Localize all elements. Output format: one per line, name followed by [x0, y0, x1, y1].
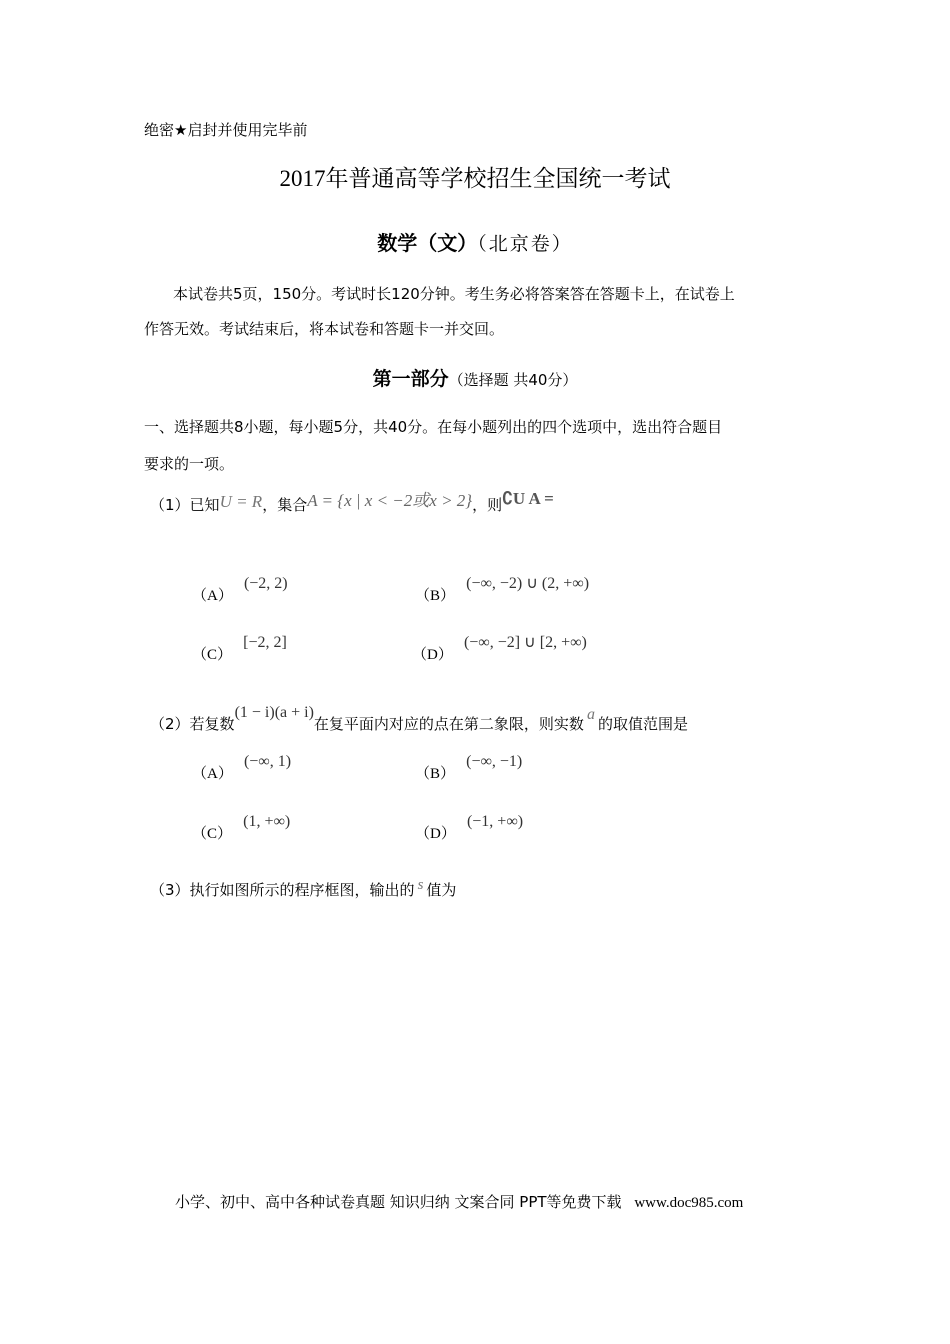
section-instruction-1: 一、选择题共8小题，每小题5分，共40分。在每小题列出的四个选项中，选出符合题目	[144, 418, 723, 436]
question-text: 已知	[189, 496, 220, 514]
math-expression: A = {x | x < −2或x > 2}	[307, 491, 473, 510]
question-text: 执行如图所示的程序框图，输出的	[189, 881, 415, 899]
intro-line-1: 本试卷共5页，150分。考试时长120分钟。考生务必将答案答在答题卡上，在试卷上	[173, 285, 735, 303]
part-title: 第一部分	[372, 368, 449, 390]
footer-ad-text: 小学、初中、高中各种试卷真题 知识归纳 文案合同 PPT等免费下载	[175, 1193, 622, 1211]
option-label: （C）	[192, 826, 233, 842]
option-label: （A）	[192, 766, 233, 782]
option-value: (1, +∞)	[243, 813, 291, 830]
option-value: (−∞, −2) ∪ (2, +∞)	[466, 575, 590, 592]
option-label: （B）	[415, 588, 456, 604]
question-text: ，则	[472, 496, 503, 514]
q1-option-a	[192, 575, 288, 605]
question-text: ，集合	[262, 496, 308, 514]
exam-title: 2017年普通高等学校招生全国统一考试	[279, 166, 671, 191]
exam-subtitle	[0, 227, 950, 256]
subject-label: 数学（文）	[377, 231, 478, 255]
question-text: 的取值范围是	[597, 715, 688, 733]
q2-option-c	[192, 813, 291, 843]
question-1	[150, 490, 554, 515]
q2-option-d	[415, 813, 524, 843]
question-2	[150, 704, 688, 734]
part-note: （选择题 共40分）	[448, 371, 578, 389]
option-value: (−∞, −1)	[466, 753, 523, 770]
math-expression: U = R	[219, 492, 263, 511]
region-label: （北京卷）	[477, 233, 573, 255]
footer-url[interactable]: www.doc985.com	[634, 1195, 744, 1211]
option-value: (−2, 2)	[243, 575, 288, 592]
question-text: 在复平面内对应的点在第二象限，则实数	[313, 715, 584, 733]
q1-option-c	[192, 634, 287, 664]
math-expression: s	[417, 877, 424, 893]
question-3	[150, 879, 456, 900]
option-label: （C）	[192, 647, 233, 663]
q1-option-b	[415, 575, 590, 605]
q1-option-d	[412, 634, 587, 664]
footer	[175, 1191, 743, 1212]
math-expression: a	[586, 706, 595, 723]
question-number: （2）	[150, 715, 190, 733]
question-number: （1）	[150, 496, 190, 514]
math-expression: ∁U A =	[502, 489, 554, 508]
option-value: [−2, 2]	[243, 634, 287, 651]
option-label: （D）	[412, 647, 453, 663]
option-label: （D）	[415, 826, 456, 842]
q2-option-a	[192, 753, 292, 783]
question-number: （3）	[150, 881, 190, 899]
question-text: 值为	[426, 881, 457, 899]
option-value: (−∞, 1)	[243, 753, 292, 770]
option-label: （A）	[192, 588, 233, 604]
math-expression: (1 − i)(a + i)	[234, 704, 314, 721]
intro-line-2: 作答无效。考试结束后，将本试卷和答题卡一并交回。	[144, 320, 505, 338]
q2-option-b	[415, 753, 523, 783]
option-value: (−∞, −2] ∪ [2, +∞)	[463, 634, 587, 651]
secret-mark: 绝密★启封并使用完毕前	[144, 121, 308, 139]
part-heading	[0, 364, 950, 391]
section-instruction-2: 要求的一项。	[144, 455, 235, 473]
option-label: （B）	[415, 766, 456, 782]
option-value: (−1, +∞)	[466, 813, 524, 830]
question-text: 若复数	[189, 715, 235, 733]
